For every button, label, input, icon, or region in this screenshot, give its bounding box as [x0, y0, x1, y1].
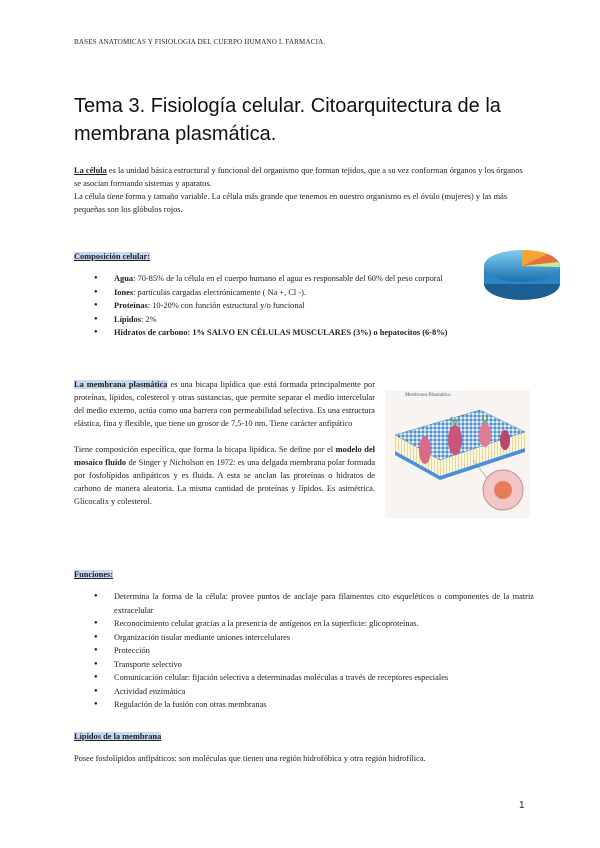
fluid-mosaic-term: modelo del mosaico fluido: [74, 445, 375, 467]
membrane-figure-title: Membrana Plasmática: [405, 393, 451, 398]
functions-heading: Funciones:: [74, 570, 114, 579]
functions-heading-wrap: [74, 564, 113, 582]
functions-list: [94, 590, 534, 712]
page-number: 1: [519, 800, 525, 811]
membrane-p1: es una bicapa lipídica que está formada principalmente por proteínas, lípidos, colesterol y otras sustancias, que permite separar el medio intercelular del medio externo, actúa como una barrera con permeabilidad selectiva. Es una estructura elástica, fina y flexible, que tiene un grosor de 7,5-10 nm. Tiene carácter anfipático: [74, 380, 375, 428]
list-item: ● Regulación de la fusión con otras membranas: [94, 698, 534, 712]
intro-term: La célula: [74, 166, 107, 175]
membrane-p2a: Tiene composición específica, que forma la bicapa lipídica. Se define por el: [74, 445, 336, 454]
intro-line1: es la unidad básica estructural y funcional del organismo que forman tejidos, que a su vez conforman órganos y los órganos se asocian formando sistemas y aparatos.: [74, 166, 523, 188]
running-header: BASES ANATOMICAS Y FISIOLOGIA DEL CUERPO HUMANO I. FARMACIA.: [74, 38, 326, 46]
membrane-diagram-icon: [385, 390, 530, 518]
membrane-p2b: de Singer y Nicholson en 1972: es una delgada membrana polar formada por fosfolípidos anfipáticos y es fluida. A esta se anclan las proteínas o hidratos de carbono de manera aleatoria. La misma cantidad de proteínas y lípidos. Es asimétrica. Glicocalix y colesterol.: [74, 458, 375, 506]
list-item: ● Proteínas: 10-20% con función estructural y/o funcional: [94, 299, 514, 313]
list-item: ● Lípidos: 2%: [94, 313, 514, 327]
list-item: ● Reconocimiento celular gracias a la presencia de antígenos en la superficie: glicoproteínas.: [94, 617, 534, 631]
lipids-heading-wrap: [74, 726, 161, 744]
composition-heading: Composición celular:: [74, 252, 151, 261]
intro-line2: La célula tiene forma y tamaño variable. La célula más grande que tenemos en nuestro organismo es el óvulo (mujeres) y las más pequeñas son los glóbulos rojos.: [74, 192, 508, 214]
list-item: ● Actividad enzimática: [94, 685, 534, 699]
membrane-figure: [385, 390, 530, 518]
list-item: ● Agua: 70-85% de la célula en el cuerpo humano el agua es responsable del 60% del peso corporal: [94, 272, 494, 286]
list-item: ● Determina la forma de la célula: provee puntos de anclaje para filamentos cito esqueléticos o componentes de la matriz extracelular: [94, 590, 534, 617]
composition-list: [94, 272, 514, 340]
lipids-heading: Lípidos de la membrana: [74, 732, 162, 741]
membrane-text: [74, 378, 375, 508]
membrane-term: La membrana plasmática: [74, 380, 168, 389]
intro-paragraph: [74, 164, 530, 216]
lipids-text: Posee fosfolípidos anfipáticos: son moléculas que tienen una región hidrofóbica y otra región hidrofílica.: [74, 754, 426, 763]
list-item: ● Transporte selectivo: [94, 658, 534, 672]
list-item: ● Protección: [94, 644, 534, 658]
composition-heading-wrap: [74, 246, 150, 264]
page-title: Tema 3. Fisiología celular. Citoarquitectura de la membrana plasmática.: [74, 95, 501, 145]
list-item: ● Comunicación celular: fijación selectiva a determinadas moléculas a través de receptores especiales: [94, 671, 534, 685]
list-item: ● Organización tisular mediante uniones intercelulares: [94, 631, 534, 645]
list-item: ● Iones: partículas cargadas electrónicamente ( Na +, Cl -).: [94, 286, 514, 300]
list-item: ● Hidratos de carbono: 1% SALVO EN CÉLULAS MUSCULARES (3%) o hepatocitos (6-8%): [94, 326, 514, 340]
